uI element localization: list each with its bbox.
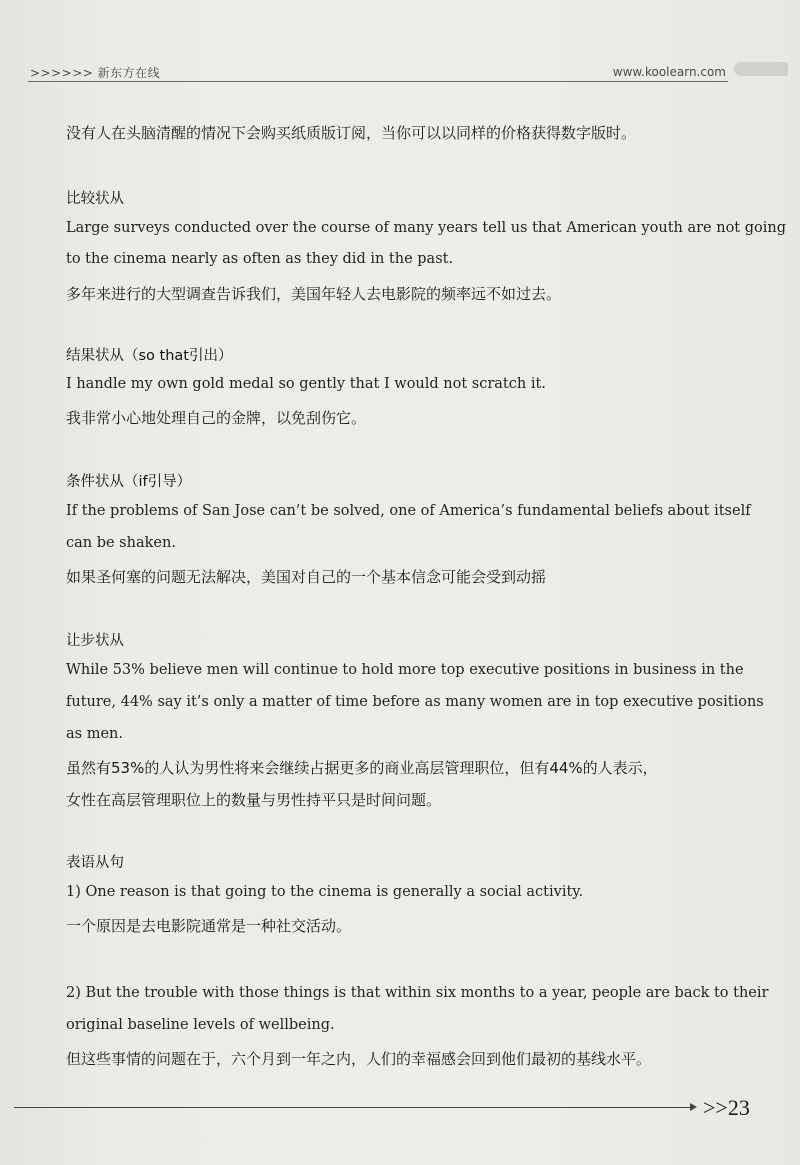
text-line: 虽然有53%的人认为男性将来会继续占据更多的商业高层管理职位，但有44%的人表示， [66, 759, 658, 777]
text-line: I handle my own gold medal so gently that I would not scratch it. [66, 376, 546, 392]
text-line: If the problems of San Jose can’t be solved, one of America’s fundamental beliefs about itself [66, 503, 751, 519]
logo-icon [734, 62, 788, 76]
section-heading: 比较状从 [66, 191, 124, 207]
text-line: 2) But the trouble with those things is that within six months to a year, people are back to their [66, 985, 769, 1001]
section-heading: 结果状从（so that引出） [66, 348, 233, 364]
section-heading: 条件状从（if引导） [66, 474, 192, 490]
text-line: to the cinema nearly as often as they did in the past. [66, 251, 454, 267]
text-line: original baseline levels of wellbeing. [66, 1017, 335, 1033]
header-website: www.koolearn.com [612, 65, 726, 79]
section-heading: 让步状从 [66, 633, 124, 649]
text-line: 女性在高层管理职位上的数量与男性持平只是时间问题。 [66, 791, 442, 809]
text-line: 多年来进行的大型调查告诉我们，美国年轻人去电影院的频率远不如过去。 [66, 285, 562, 303]
text-line: 如果圣何塞的问题无法解决，美国对自己的一个基本信念可能会受到动摇 [66, 568, 547, 586]
text-line: 一个原因是去电影院通常是一种社交活动。 [66, 917, 352, 935]
text-line: 我非常小心地处理自己的金牌，以免刮伤它。 [66, 409, 367, 427]
text-line: 但这些事情的问题在于，六个月到一年之内，人们的幸福感会回到他们最初的基线水平。 [66, 1050, 652, 1068]
text-line: 1) One reason is that going to the cinema is generally a social activity. [66, 884, 584, 900]
text-line: future, 44% say it’s only a matter of time before as many women are in top executive positions [66, 694, 764, 710]
header-divider [28, 81, 728, 82]
arrow-right-icon [690, 1103, 697, 1111]
text-line: While 53% believe men will continue to hold more top executive positions in business in the [66, 662, 744, 678]
text-line: Large surveys conducted over the course of many years tell us that American youth are not going [66, 220, 787, 236]
text-line: as men. [66, 726, 123, 742]
section-heading: 表语从句 [66, 855, 124, 871]
footer-divider [14, 1107, 694, 1108]
text-line: can be shaken. [66, 535, 176, 551]
page-header [28, 62, 788, 82]
text-line: 没有人在头脑清醒的情况下会购买纸质版订阅，当你可以以同样的价格获得数字版时。 [66, 124, 637, 142]
header-brand: >>>>>> 新东方在线 [30, 66, 161, 80]
page-number: >>23 [703, 1095, 750, 1120]
